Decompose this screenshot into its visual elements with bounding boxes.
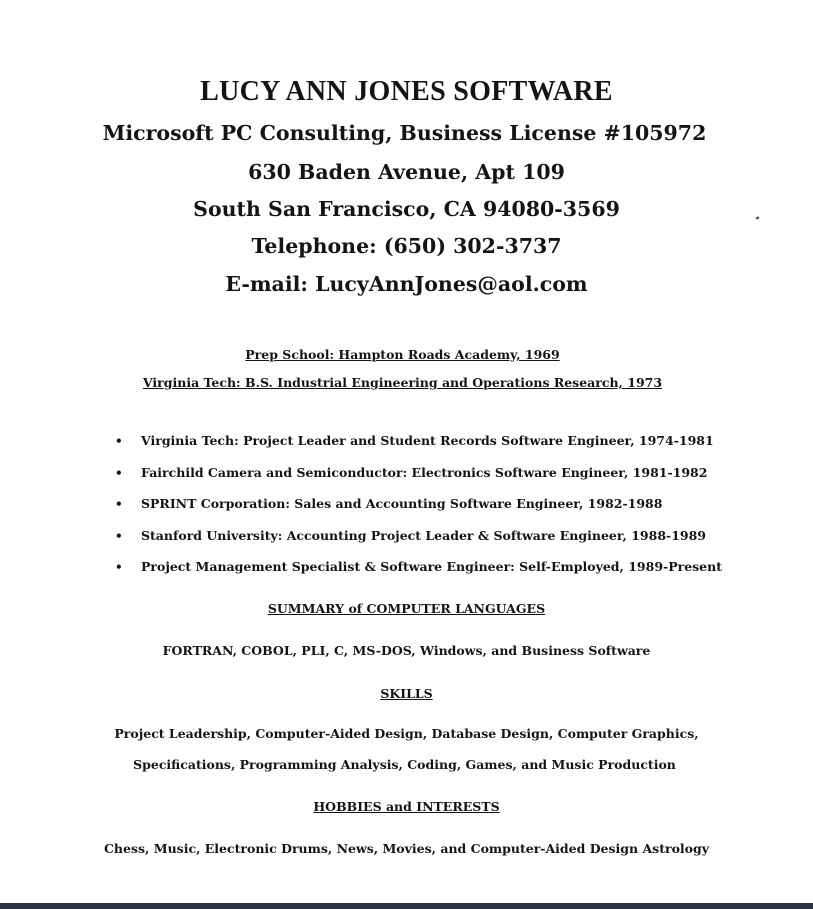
skills-heading: SKILLS	[380, 686, 433, 701]
hobbies-text: Chess, Music, Electronic Drums, News, Movies, and Computer-Aided Design Astrology	[103, 841, 709, 856]
consulting-license-line: Microsoft PC Consulting, Business License #105972	[102, 121, 707, 145]
languages-heading: SUMMARY of COMPUTER LANGUAGES	[267, 601, 546, 616]
languages-text: FORTRAN, COBOL, PLI, C, MS-DOS, Windows, and Business Software	[162, 643, 651, 658]
bullet-icon: •	[115, 497, 123, 512]
experience-text: SPRINT Corporation: Sales and Accounting Software Engineer, 1982-1988	[141, 496, 663, 512]
email: E-mail: LucyAnnJones@aol.com	[225, 272, 588, 296]
bottom-edge-bar	[0, 903, 813, 909]
experience-text: Fairchild Camera and Semiconductor: Electronics Software Engineer, 1981-1982	[141, 464, 708, 480]
bullet-icon: •	[115, 560, 123, 575]
education-university: Virginia Tech: B.S. Industrial Engineering and Operations Research, 1973	[142, 375, 663, 390]
city-state-zip: South San Francisco, CA 94080-3569	[193, 197, 620, 221]
skills-line-1: Project Leadership, Computer-Aided Design, Database Design, Computer Graphics,	[114, 726, 699, 741]
skills-line-2: Specifications, Programming Analysis, Coding, Games, and Music Production	[133, 757, 676, 772]
bullet-icon: •	[115, 465, 123, 480]
list-item	[115, 527, 722, 559]
list-item	[115, 432, 722, 464]
company-title: LUCY ANN JONES SOFTWARE	[200, 76, 613, 107]
list-item	[115, 495, 722, 527]
hobbies-heading: HOBBIES and INTERESTS	[313, 799, 500, 814]
bullet-icon: •	[115, 528, 123, 543]
experience-text: Stanford University: Accounting Project Leader & Software Engineer, 1988-1989	[141, 527, 707, 543]
bullet-icon: •	[115, 434, 123, 448]
experience-list	[115, 432, 722, 590]
list-item	[115, 558, 722, 590]
experience-text: Virginia Tech: Project Leader and Student Records Software Engineer, 1974-1981	[141, 433, 714, 448]
list-item	[115, 464, 722, 496]
education-prep-school: Prep School: Hampton Roads Academy, 1969	[245, 347, 560, 362]
telephone: Telephone: (650) 302-3737	[251, 234, 562, 258]
experience-text: Project Management Specialist & Software Engineer: Self-Employed, 1989-Present	[141, 559, 722, 575]
street-address: 630 Baden Avenue, Apt 109	[248, 160, 565, 184]
